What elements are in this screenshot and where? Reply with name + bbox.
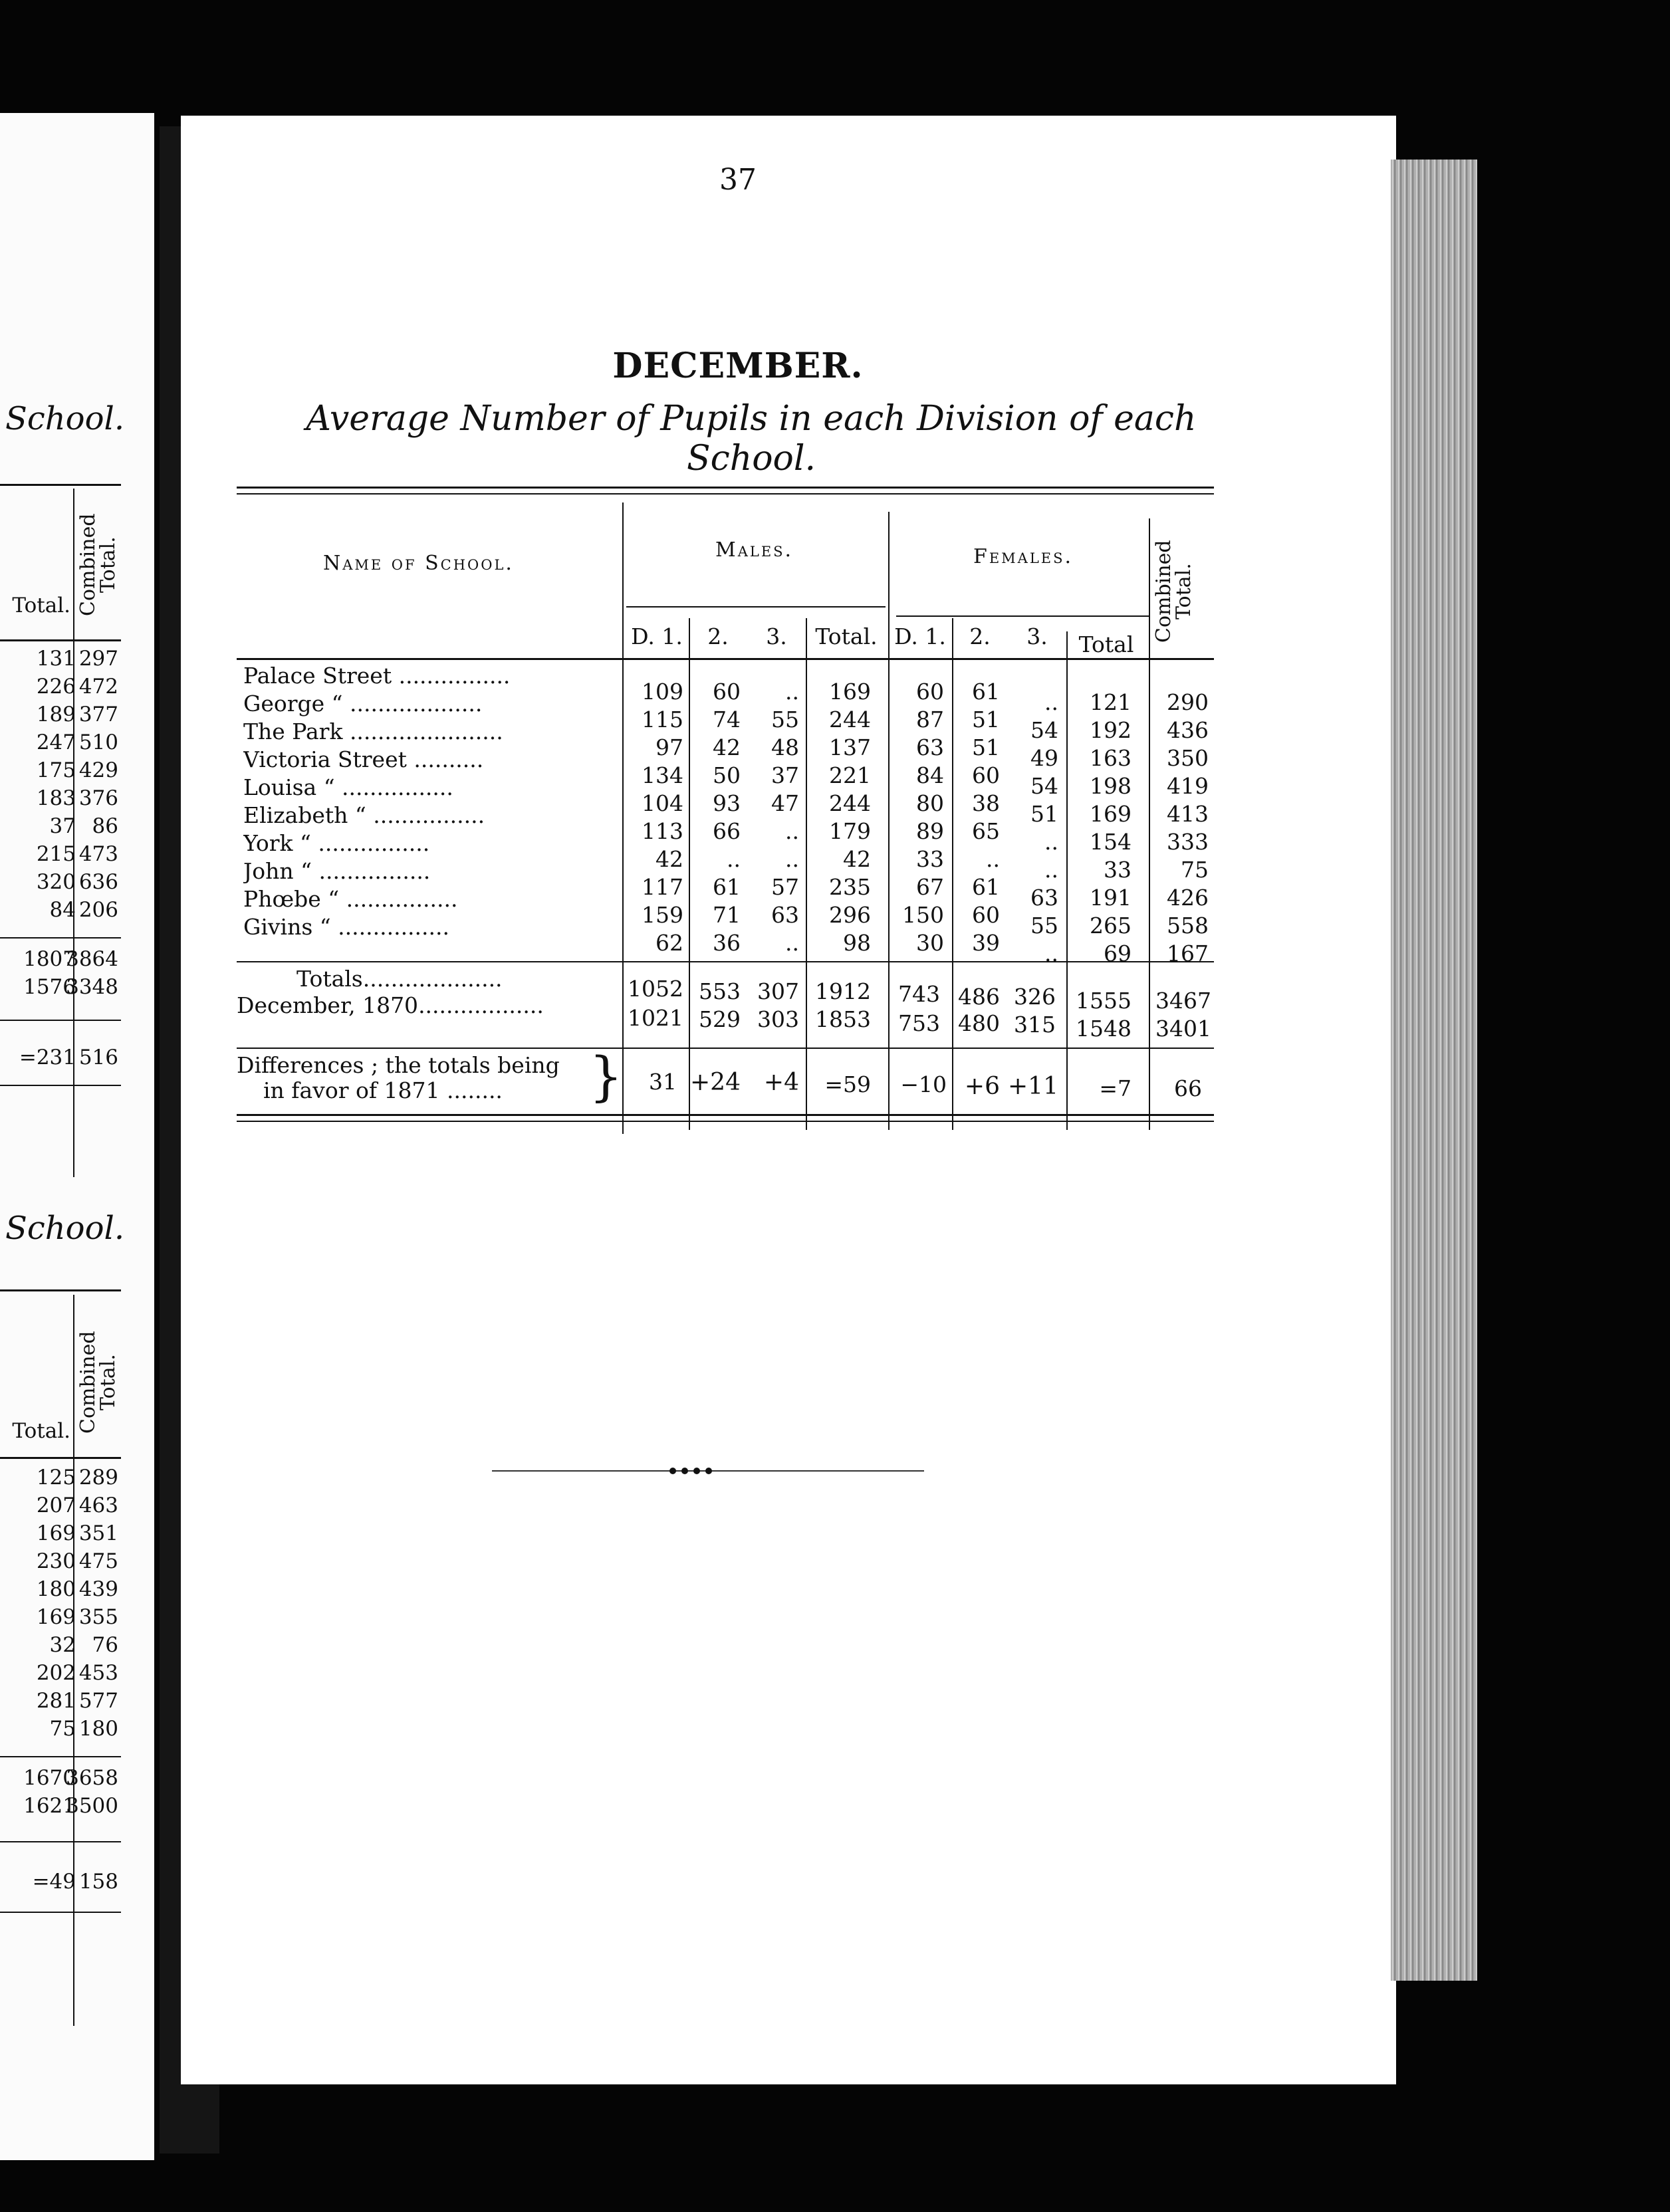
total-male-2: 553 <box>699 978 741 1004</box>
table-row <box>0 1464 121 1492</box>
cell: .. <box>1044 857 1058 883</box>
school-names <box>243 662 510 941</box>
previous-label-text: December, 1870 <box>237 992 419 1018</box>
left-combined: 355 <box>78 1605 118 1629</box>
left-combined: 3348 <box>66 975 118 999</box>
cell: 244 <box>829 790 871 816</box>
left-bottom-rule <box>0 1289 121 1291</box>
table-row <box>0 1547 121 1575</box>
left-bottom-header-rule <box>0 1457 121 1459</box>
cell: 426 <box>1167 885 1209 911</box>
table-row <box>0 756 121 784</box>
brace-icon: } <box>589 1046 623 1107</box>
table-row <box>0 812 121 840</box>
cell: 33 <box>1104 857 1132 883</box>
table-row <box>0 728 121 756</box>
school-name: Louisa “ ................ <box>243 774 453 800</box>
table-row <box>0 645 121 673</box>
table-row <box>0 1792 121 1820</box>
cell: 65 <box>972 818 1000 844</box>
left-top-rows <box>0 645 121 924</box>
cell: 37 <box>771 762 799 788</box>
cell: 333 <box>1167 829 1209 855</box>
left-total: 226 <box>36 675 76 699</box>
cell: 198 <box>1090 773 1132 799</box>
cell: 55 <box>771 707 799 732</box>
left-bottom-diff-rule <box>0 1841 121 1842</box>
cell: 235 <box>829 874 871 900</box>
cell: .. <box>785 818 799 844</box>
prev-male-d1: 1021 <box>628 1005 683 1031</box>
table-top-rule <box>237 487 1214 489</box>
left-total: 183 <box>36 786 76 810</box>
diff-male-total: =59 <box>824 1071 871 1097</box>
cell: 47 <box>771 790 799 816</box>
school-name: Victoria Street .......... <box>243 746 484 772</box>
cell: 42 <box>713 734 741 760</box>
prev-female-d1: 753 <box>898 1010 940 1036</box>
col-female-2: 2. <box>969 623 991 649</box>
cell: .. <box>1044 829 1058 855</box>
table-row <box>0 868 121 896</box>
left-combined: 510 <box>78 730 118 754</box>
cell: 159 <box>642 902 683 928</box>
cell: 113 <box>642 818 683 844</box>
school-name: The Park ...................... <box>243 719 503 744</box>
cell: 104 <box>642 790 683 816</box>
left-top-rule <box>0 484 121 486</box>
name-of-school-header: Name of School. <box>323 552 514 575</box>
left-total: 125 <box>36 1466 76 1490</box>
cell: 39 <box>972 930 1000 956</box>
left-total: =49 <box>32 1870 76 1894</box>
col-divider <box>1149 518 1150 1130</box>
cell: .. <box>785 679 799 705</box>
cell: 350 <box>1167 745 1209 771</box>
left-top-heading: School. <box>5 400 125 437</box>
cell: 98 <box>843 930 871 956</box>
left-top-diff-rule <box>0 1020 121 1021</box>
cell: 80 <box>916 790 944 816</box>
left-total: 169 <box>36 1605 76 1629</box>
left-combined: 76 <box>92 1633 118 1657</box>
left-total: 230 <box>36 1549 76 1573</box>
left-combined: 472 <box>78 675 118 699</box>
col-male-d1: D. 1. <box>631 623 683 649</box>
left-total: 175 <box>36 758 76 782</box>
left-bottom-diff <box>0 1868 121 1896</box>
table-row <box>0 1687 121 1715</box>
prev-female-2: 480 <box>958 1010 1000 1036</box>
cell: 121 <box>1090 689 1132 715</box>
table-row <box>0 1575 121 1603</box>
col-male-total: Total. <box>815 623 878 649</box>
left-bottom-rows <box>0 1464 121 1743</box>
table-row <box>0 784 121 812</box>
cell: 67 <box>916 874 944 900</box>
col-female-2-values <box>953 678 1000 957</box>
cell: 61 <box>972 874 1000 900</box>
table-top-rule-inner <box>237 493 1214 495</box>
diff-female-3: +11 <box>1008 1073 1058 1100</box>
total-combined: 3467 <box>1155 988 1211 1014</box>
cell: 61 <box>713 874 741 900</box>
left-combined: 158 <box>78 1870 118 1894</box>
left-total: 75 <box>49 1717 76 1741</box>
cell: 30 <box>916 930 944 956</box>
school-name: York “ ................ <box>243 830 430 856</box>
cell: 117 <box>642 874 683 900</box>
total-female-3: 326 <box>1014 984 1056 1010</box>
cell: 42 <box>843 846 871 872</box>
cell: 558 <box>1167 913 1209 939</box>
table-row <box>0 1659 121 1687</box>
left-total: 180 <box>36 1577 76 1601</box>
cell: .. <box>1044 689 1058 715</box>
left-combined: 516 <box>78 1046 118 1069</box>
table-bottom-rule-inner <box>237 1121 1214 1122</box>
cell: 54 <box>1030 717 1058 743</box>
col-female-total-values <box>1069 689 1132 968</box>
left-total: 32 <box>49 1633 76 1657</box>
left-combined: 289 <box>78 1466 118 1490</box>
school-name: Givins “ ................ <box>243 914 449 940</box>
left-total: 215 <box>36 842 76 866</box>
cell: 93 <box>713 790 741 816</box>
left-total: 247 <box>36 730 76 754</box>
table-bottom-rule <box>237 1114 1214 1116</box>
total-male-3: 307 <box>757 978 799 1004</box>
cell: 265 <box>1090 913 1132 939</box>
prev-female-total: 1548 <box>1076 1016 1132 1042</box>
left-combined: 3500 <box>66 1794 118 1818</box>
left-page-fragment <box>0 113 154 2160</box>
males-header: Males. <box>715 538 794 562</box>
cell: 51 <box>972 734 1000 760</box>
col-female-total: Total <box>1078 631 1134 657</box>
cell: 57 <box>771 874 799 900</box>
col-female-3: 3. <box>1026 623 1048 649</box>
table-row <box>0 840 121 868</box>
cell: 169 <box>829 679 871 705</box>
table-row <box>0 1868 121 1896</box>
cell: 419 <box>1167 773 1209 799</box>
page-number: 37 <box>719 163 757 197</box>
differences-label-2-text: in favor of 1871 <box>263 1077 440 1103</box>
cell: 74 <box>713 707 741 732</box>
total-female-2: 486 <box>958 984 1000 1010</box>
diff-female-2: +6 <box>964 1073 1000 1100</box>
cell: 290 <box>1167 689 1209 715</box>
cell: 192 <box>1090 717 1132 743</box>
left-bottom-bottom-rule <box>0 1912 121 1913</box>
previous-label: December, 1870.................. <box>237 992 544 1018</box>
left-combined: 377 <box>78 703 118 726</box>
table-row <box>0 673 121 701</box>
cell: 150 <box>902 902 944 928</box>
school-name: John “ ................ <box>243 858 431 884</box>
col-female-d1: D. 1. <box>894 623 946 649</box>
totals-label-text: Totals <box>297 966 363 992</box>
prev-male-3: 303 <box>757 1006 799 1032</box>
col-male-2-values <box>690 678 741 957</box>
cell: 49 <box>1030 745 1058 771</box>
left-combined: 636 <box>78 870 118 894</box>
left-combined: 453 <box>78 1661 118 1685</box>
col-male-d1-values <box>626 678 683 957</box>
left-bottom-total-header <box>0 1417 121 1445</box>
total-male-total: 1912 <box>815 978 871 1004</box>
cell: 89 <box>916 818 944 844</box>
left-bottom-totals-rule <box>0 1756 121 1757</box>
table-row <box>0 973 121 1001</box>
pupils-table <box>237 479 1214 1137</box>
left-total: =231 <box>19 1046 76 1069</box>
table-row <box>0 1764 121 1792</box>
cell: 436 <box>1167 717 1209 743</box>
left-total: 1621 <box>23 1794 76 1818</box>
cell: 61 <box>972 679 1000 705</box>
cell: .. <box>785 930 799 956</box>
prev-male-total: 1853 <box>815 1006 871 1032</box>
total-male-d1: 1052 <box>628 976 683 1002</box>
cell: 50 <box>713 762 741 788</box>
table-row <box>0 945 121 973</box>
differences-label-2: in favor of 1871 ........ <box>263 1077 503 1103</box>
cell: 63 <box>771 902 799 928</box>
cell: 51 <box>1030 801 1058 827</box>
females-subrule <box>896 615 1149 617</box>
left-combined: 351 <box>78 1521 118 1545</box>
school-name: George “ ................... <box>243 691 483 717</box>
left-bottom-totals <box>0 1764 121 1820</box>
cell: 55 <box>1030 913 1058 939</box>
differences-label-1: Differences ; the totals being <box>237 1052 560 1078</box>
prev-male-2: 529 <box>699 1006 741 1032</box>
diff-male-3: +4 <box>763 1069 799 1096</box>
table-row <box>0 1044 121 1071</box>
col-divider <box>1066 631 1068 1130</box>
table-row <box>0 1715 121 1743</box>
left-top-total-header <box>0 592 121 619</box>
males-subrule <box>626 606 886 608</box>
table-row <box>0 1631 121 1659</box>
col-divider <box>622 502 624 1134</box>
cell: 84 <box>916 762 944 788</box>
cell: 191 <box>1090 885 1132 911</box>
differences-rule <box>237 1048 1214 1049</box>
diff-male-d1: 31 <box>649 1069 677 1095</box>
cell: 48 <box>771 734 799 760</box>
left-top-diff <box>0 1044 121 1071</box>
left-combined: 577 <box>78 1689 118 1713</box>
left-combined: 473 <box>78 842 118 866</box>
diff-female-d1: −10 <box>900 1071 947 1097</box>
table-row <box>0 1492 121 1519</box>
cell: 71 <box>713 902 741 928</box>
page-edges <box>1391 160 1477 1981</box>
left-combined: 376 <box>78 786 118 810</box>
cell: 60 <box>713 679 741 705</box>
cell: 154 <box>1090 829 1132 855</box>
table-row <box>0 1519 121 1547</box>
females-header: Females. <box>973 545 1074 568</box>
left-bottom-combined-header: Combined Total. <box>76 1331 120 1434</box>
table-row <box>0 701 121 728</box>
totals-label: Totals.................... <box>297 966 503 992</box>
cell: 69 <box>1104 940 1132 966</box>
left-top-bottom-rule <box>0 1085 121 1086</box>
left-top-header-rule <box>0 639 121 641</box>
cell: 42 <box>656 846 683 872</box>
cell: 244 <box>829 707 871 732</box>
combined-total-header: Combined Total. <box>1152 540 1195 643</box>
diff-female-total: =7 <box>1099 1075 1132 1101</box>
left-total: 131 <box>36 647 76 671</box>
left-total: 37 <box>49 814 76 838</box>
cell: 60 <box>916 679 944 705</box>
left-total: 1807 <box>23 947 76 971</box>
cell: 63 <box>1030 885 1058 911</box>
left-total: 320 <box>36 870 76 894</box>
left-combined: 297 <box>78 647 118 671</box>
ornament-divider <box>492 1466 924 1476</box>
table-row <box>0 896 121 924</box>
cell: .. <box>785 846 799 872</box>
school-name: Phœbe “ ................ <box>243 886 458 912</box>
left-combined: 86 <box>92 814 118 838</box>
school-name: Elizabeth “ ................ <box>243 802 485 828</box>
total-female-d1: 743 <box>898 981 940 1007</box>
cell: 60 <box>972 762 1000 788</box>
cell: 87 <box>916 707 944 732</box>
cell: 115 <box>642 707 683 732</box>
left-total: 169 <box>36 1521 76 1545</box>
cell: 169 <box>1090 801 1132 827</box>
cell: 36 <box>713 930 741 956</box>
cell: 167 <box>1167 940 1209 966</box>
left-total: 84 <box>49 898 76 922</box>
cell: 75 <box>1181 857 1209 883</box>
left-top-total-label: Total. <box>12 594 70 617</box>
left-total: 1576 <box>23 975 76 999</box>
prev-combined: 3401 <box>1155 1016 1211 1042</box>
left-combined: 3864 <box>66 947 118 971</box>
left-total: 202 <box>36 1661 76 1685</box>
cell: 54 <box>1030 773 1058 799</box>
cell: 51 <box>972 707 1000 732</box>
col-male-total-values <box>807 678 871 957</box>
left-combined: 475 <box>78 1549 118 1573</box>
prev-female-3: 315 <box>1014 1012 1056 1038</box>
cell: 134 <box>642 762 683 788</box>
cell: 163 <box>1090 745 1132 771</box>
cell: 413 <box>1167 801 1209 827</box>
cell: 60 <box>972 902 1000 928</box>
left-combined: 429 <box>78 758 118 782</box>
cell: 66 <box>713 818 741 844</box>
left-combined: 439 <box>78 1577 118 1601</box>
left-total: 281 <box>36 1689 76 1713</box>
diff-male-2: +24 <box>690 1069 741 1096</box>
left-combined: 463 <box>78 1493 118 1517</box>
cell: 63 <box>916 734 944 760</box>
table-row <box>0 1603 121 1631</box>
col-male-3: 3. <box>766 623 787 649</box>
left-bottom-total-label: Total. <box>12 1419 70 1443</box>
total-female-total: 1555 <box>1076 988 1132 1014</box>
left-combined: 3658 <box>66 1766 118 1790</box>
left-total: 189 <box>36 703 76 726</box>
cell: 296 <box>829 902 871 928</box>
left-combined: 180 <box>78 1717 118 1741</box>
left-top-combined-header: Combined Total. <box>76 513 120 617</box>
left-bottom-heading: School. <box>5 1210 125 1247</box>
cell: 97 <box>656 734 683 760</box>
left-total: 207 <box>36 1493 76 1517</box>
table-caption: Average Number of Pupils in each Division of each School. <box>306 399 1197 479</box>
cell: .. <box>986 846 1000 872</box>
totals-rule <box>237 961 1214 962</box>
cell: 33 <box>916 846 944 872</box>
left-total: 1670 <box>23 1766 76 1790</box>
cell: 38 <box>972 790 1000 816</box>
cell: .. <box>727 846 741 872</box>
col-female-d1-values <box>890 678 944 957</box>
cell: 109 <box>642 679 683 705</box>
left-top-totals-rule <box>0 937 121 939</box>
cell: .. <box>1044 940 1058 966</box>
cell: 62 <box>656 930 683 956</box>
cell: 137 <box>829 734 871 760</box>
cell: 179 <box>829 818 871 844</box>
school-name: Palace Street ................ <box>243 663 511 689</box>
col-male-3-values <box>749 678 799 957</box>
diff-combined: 66 <box>1174 1075 1202 1101</box>
col-female-3-values <box>1009 689 1058 968</box>
col-combined-values <box>1151 689 1209 968</box>
col-male-2: 2. <box>707 623 729 649</box>
page-title: DECEMBER. <box>612 346 864 386</box>
left-top-totals <box>0 945 121 1001</box>
left-combined: 206 <box>78 898 118 922</box>
cell: 221 <box>829 762 871 788</box>
